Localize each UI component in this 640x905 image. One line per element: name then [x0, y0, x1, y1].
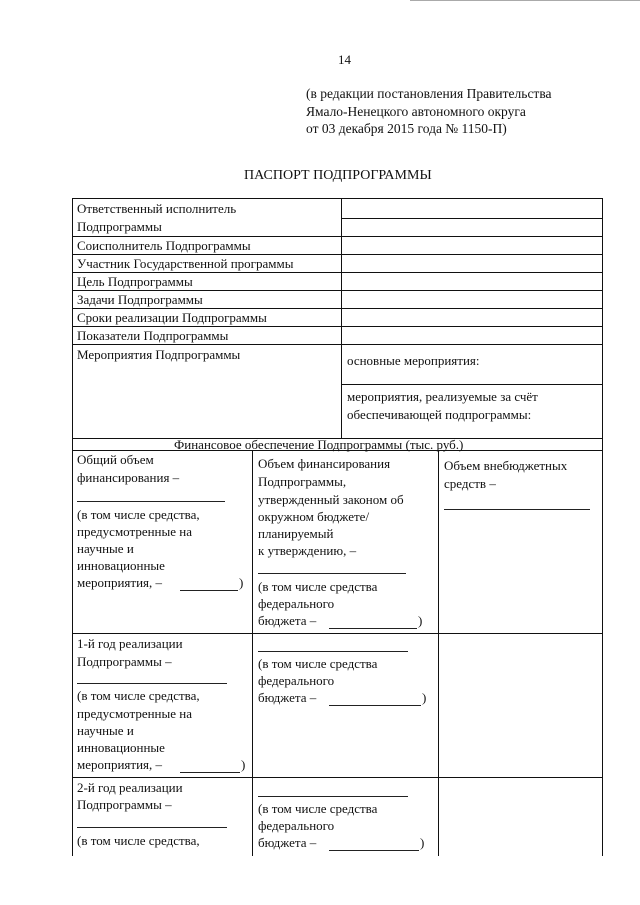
year1-note-line-3: научные и	[77, 723, 134, 738]
year1-note-line-4: инновационные	[77, 740, 165, 755]
page-title: ПАСПОРТ ПОДПРОГРАММЫ	[244, 168, 432, 183]
year1-budget-blank	[258, 651, 408, 652]
year2-heading-line-2: Подпрограммы –	[77, 797, 172, 812]
year1-research-blank	[180, 772, 240, 773]
year1-heading-line-2: Подпрограммы –	[77, 654, 172, 669]
year1-amount-blank	[77, 683, 227, 684]
total-note-line-2: предусмотренные на	[77, 524, 193, 539]
row-tasks: Задачи Подпрограммы	[77, 292, 203, 307]
row-state-program-participant: Участник Государственной программы	[77, 256, 294, 271]
year1-note-line-5: мероприятия, –	[77, 757, 163, 772]
activities-supporting-line-2: обеспечивающей подпрограммы:	[347, 407, 532, 422]
year1-note-line-2: предусмотренные на	[77, 706, 193, 721]
year2-budget-close-paren: )	[420, 835, 425, 850]
year1-budget-close-paren: )	[422, 690, 427, 705]
total-note-line-1: (в том числе средства,	[77, 507, 200, 522]
row-goal: Цель Подпрограммы	[77, 274, 193, 289]
extrabudget-heading-line-2: средств –	[444, 476, 496, 491]
year1-budget-note-line-2: федерального	[258, 673, 335, 688]
row-indicators: Показатели Подпрограммы	[77, 328, 229, 343]
year2-note-line-1: (в том числе средства,	[77, 833, 200, 848]
extrabudget-amount-blank	[444, 509, 590, 510]
activities-supporting-line-1: мероприятия, реализуемые за счёт	[347, 389, 538, 404]
budget-note-line-1: (в том числе средства	[258, 579, 378, 594]
page-number: 14	[338, 52, 351, 67]
budget-amount-blank	[258, 573, 406, 574]
year1-note-line-1: (в том числе средства,	[77, 688, 200, 703]
row-co-executor: Соисполнитель Подпрограммы	[77, 238, 251, 253]
row-responsible-executor-cont: Подпрограммы	[77, 219, 162, 234]
budget-heading-line-6: к утверждению, –	[258, 543, 357, 558]
budget-heading-line-5: планируемый	[258, 526, 334, 541]
row-activities: Мероприятия Подпрограммы	[77, 347, 241, 362]
revision-note-line-3: от 03 декабря 2015 года № 1150-П)	[306, 121, 507, 136]
budget-note-line-2: федерального	[258, 596, 335, 611]
year1-budget-note-line-3: бюджета –	[258, 690, 317, 705]
year1-note-close-paren: )	[241, 757, 246, 772]
budget-heading-line-4: окружном бюджете/	[258, 509, 370, 524]
budget-note-line-3: бюджета –	[258, 613, 317, 628]
year2-budget-blank	[258, 796, 408, 797]
row-responsible-executor: Ответственный исполнитель	[77, 201, 237, 216]
budget-federal-blank	[329, 628, 417, 629]
activities-main: основные мероприятия:	[347, 353, 480, 368]
year2-budget-note-line-1: (в том числе средства	[258, 801, 378, 816]
total-heading-line-1: Общий объем	[77, 452, 154, 467]
total-heading-line-2: финансирования –	[77, 470, 180, 485]
year1-federal-blank	[329, 705, 421, 706]
scan-edge-line	[410, 0, 640, 1]
finance-header: Финансовое обеспечение Подпрограммы (тыс. руб.)	[174, 437, 464, 452]
budget-heading-line-2: Подпрограммы,	[258, 474, 347, 489]
year2-heading-line-1: 2-й год реализации	[77, 780, 183, 795]
year1-budget-note-line-1: (в том числе средства	[258, 656, 378, 671]
total-note-close-paren: )	[239, 575, 244, 590]
total-note-line-5: мероприятия, –	[77, 575, 163, 590]
year2-federal-blank	[329, 850, 419, 851]
year1-heading-line-1: 1-й год реализации	[77, 636, 183, 651]
total-research-blank	[180, 590, 238, 591]
year2-budget-note-line-2: федерального	[258, 818, 335, 833]
budget-note-close-paren: )	[418, 613, 423, 628]
revision-note-line-2: Ямало-Ненецкого автономного округа	[306, 104, 526, 119]
revision-note-line-1: (в редакции постановления Правительства	[306, 86, 552, 101]
row-timeline: Сроки реализации Подпрограммы	[77, 310, 267, 325]
budget-heading-line-1: Объем финансирования	[258, 456, 391, 471]
total-amount-blank	[77, 501, 225, 502]
year2-amount-blank	[77, 827, 227, 828]
year2-budget-note-line-3: бюджета –	[258, 835, 317, 850]
total-note-line-4: инновационные	[77, 558, 165, 573]
extrabudget-heading-line-1: Объем внебюджетных	[444, 458, 568, 473]
budget-heading-line-3: утвержденный законом об	[258, 492, 404, 507]
total-note-line-3: научные и	[77, 541, 134, 556]
